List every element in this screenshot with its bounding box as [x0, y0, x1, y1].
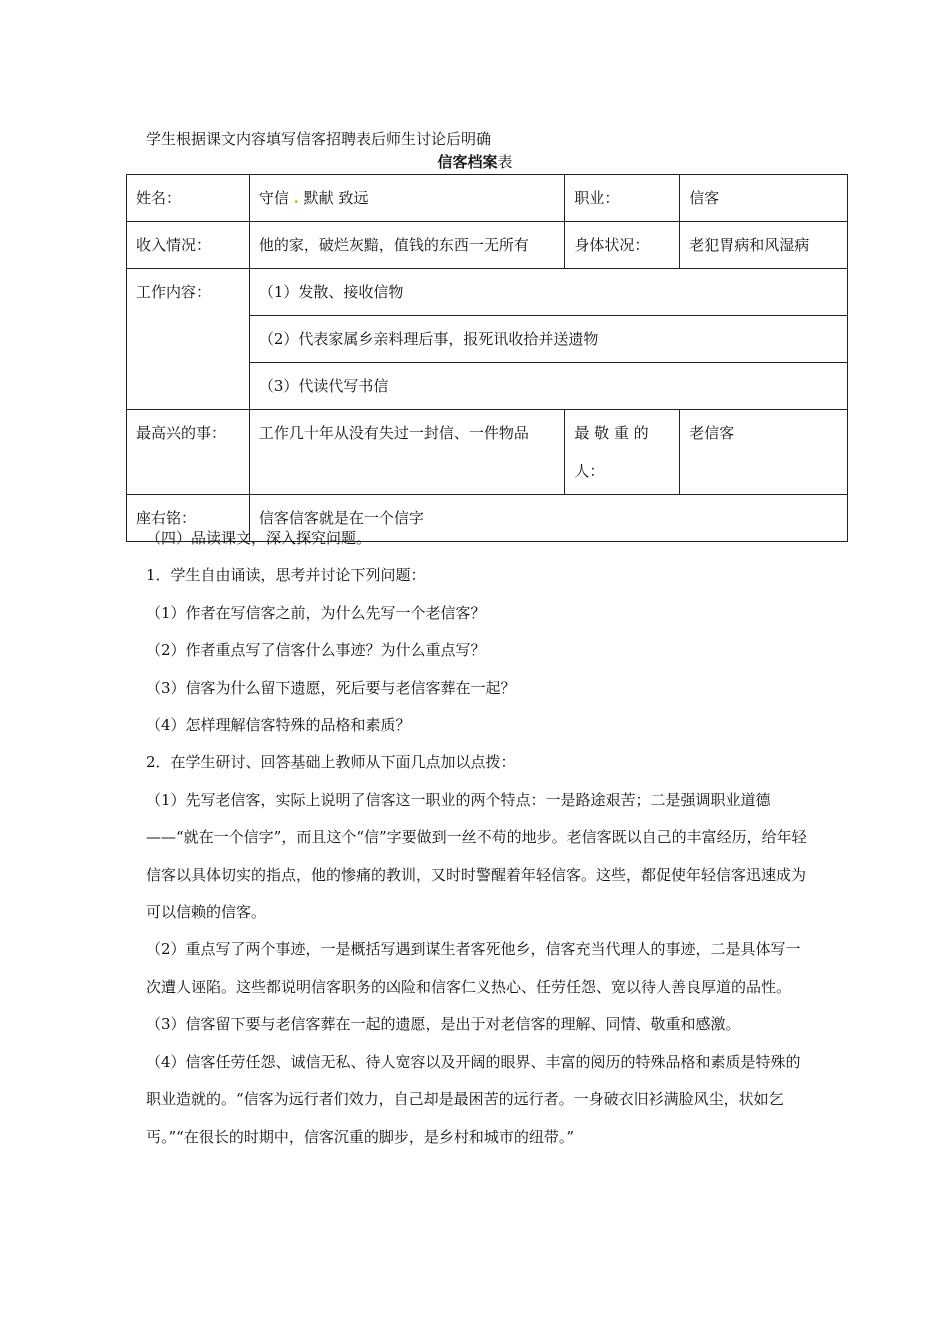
row-name	[127, 175, 848, 222]
income-label: 收入情况：	[127, 222, 250, 269]
paragraph: （4）怎样理解信客特殊的品格和素质？	[146, 716, 411, 735]
paragraph: （1）先写老信客，实际上说明了信客这一职业的两个特点：一是路途艰苦；二是强调职业道德——“就在一个信字”，而且这个“信”字要做到一丝不苟的地步。老信客既以自己的丰富经历，给年轻信客以具体切实的指点，他的惨痛的教训，又时时警醒着年轻信客。这些，都促使年轻信客迅速成为可以信赖的信客。	[146, 790, 807, 922]
income-value: 他的家，破烂灰黯，值钱的东西一无所有	[249, 222, 565, 269]
name-value-a: 守信	[258, 189, 289, 207]
job-value: 信客	[680, 175, 848, 222]
health-label: 身体状况：	[565, 222, 680, 269]
paragraph: （四）品读课文，深入探究问题。	[146, 529, 372, 547]
respect-value: 老信客	[680, 410, 848, 495]
respect-label	[565, 410, 680, 495]
table-title-rest: 表	[497, 153, 513, 171]
respect-label-b: 人：	[574, 462, 605, 480]
paragraph: 2．在学生研讨、回答基础上教师从下面几点加以点拨：	[146, 753, 516, 772]
work-item-3: （3）代读代写书信	[249, 363, 847, 410]
motto-value: 信客信客就是在一个信字	[249, 495, 847, 542]
row-work-1	[127, 269, 848, 316]
dot-mark: .	[293, 189, 299, 207]
paragraph: 1．学生自由诵读，思考并讨论下列问题：	[146, 566, 426, 585]
paragraph: （3）信客为什么留下遗愿，死后要与老信客葬在一起？	[146, 678, 516, 697]
paragraph: （2）作者重点写了信客什么事迹？为什么重点写？	[146, 641, 486, 660]
motto-label: 座右铭：	[127, 495, 250, 542]
work-item-1: （1）发散、接收信物	[249, 269, 847, 316]
happy-label: 最高兴的事：	[127, 410, 250, 495]
profile-table	[126, 174, 848, 542]
job-label: 职业：	[565, 175, 680, 222]
work-label: 工作内容：	[127, 269, 250, 410]
table-title	[0, 151, 950, 172]
intro-line: 学生根据课文内容填写信客招聘表后师生讨论后明确	[146, 130, 492, 148]
paragraph: （4）信客任劳任怨、诚信无私、待人宽容以及开阔的眼界、丰富的阅历的特殊品格和素质是特殊的职业造就的。“信客为远行者们效力，自己却是最困苦的远行者。一身破衣旧衫满脸风尘，状如乞丐。”“在很长的时期中，信客沉重的脚步，是乡村和城市的纽带。”	[146, 1052, 801, 1146]
health-value: 老犯胃病和风湿病	[680, 222, 848, 269]
table-title-bold: 信客档案	[437, 153, 498, 171]
row-income	[127, 222, 848, 269]
body-text	[146, 520, 811, 1156]
paragraph: （3）信客留下要与老信客葬在一起的遗愿，是出于对老信客的理解、同情、敬重和感激。	[146, 1015, 741, 1034]
name-value	[249, 175, 565, 222]
name-value-b: 默献 致远	[303, 189, 369, 207]
work-item-2: （2）代表家属乡亲料理后事，报死讯收拾并送遗物	[249, 316, 847, 363]
name-label: 姓名：	[127, 175, 250, 222]
row-happy	[127, 410, 848, 495]
happy-value: 工作几十年从没有失过一封信、一件物品	[249, 410, 565, 495]
paragraph: （2）重点写了两个事迹，一是概括写遇到谋生者客死他乡，信客充当代理人的事迹，二是具体写一次遭人诬陷。这些都说明信客职务的凶险和信客仁义热心、任劳任怨、宽以待人善良厚道的品性。	[146, 940, 801, 996]
paragraph: （1）作者在写信客之前，为什么先写一个老信客？	[146, 603, 486, 622]
respect-label-a: 最 敬 重 的	[574, 424, 649, 442]
